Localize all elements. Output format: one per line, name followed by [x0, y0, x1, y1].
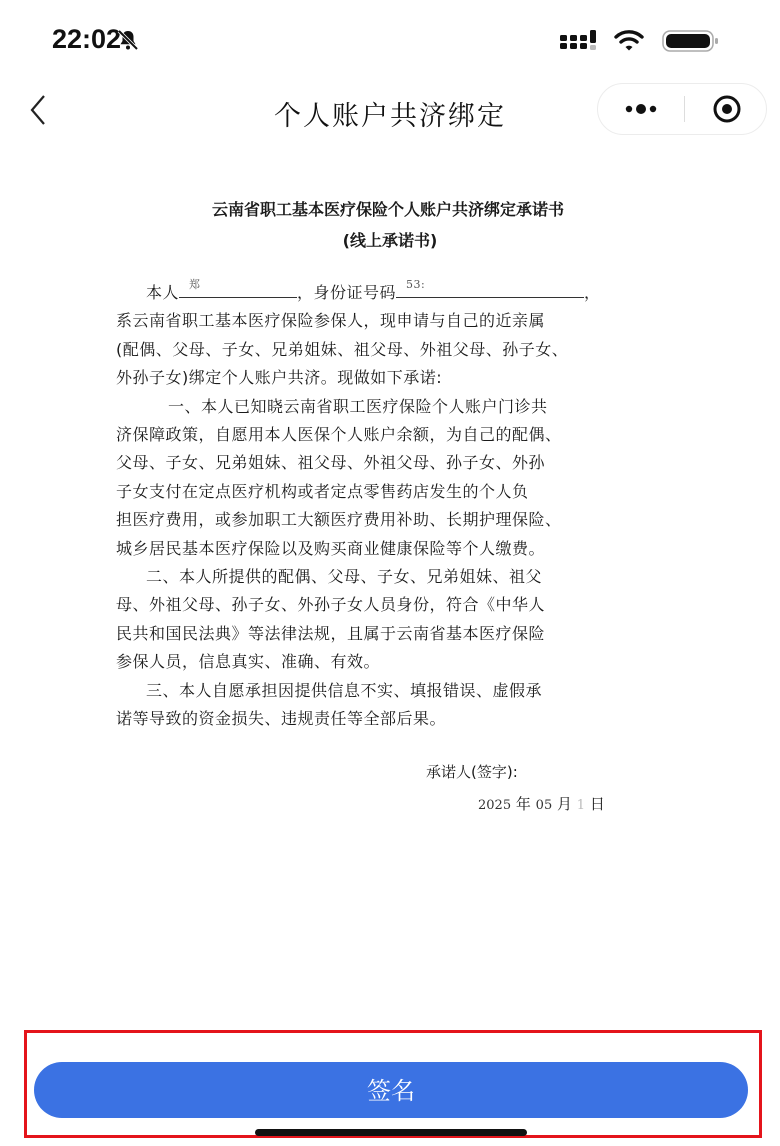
body-line: 系云南省职工基本医疗保险参保人，现申请与自己的近亲属: [116, 311, 546, 331]
signal-icon: [560, 30, 600, 52]
name-value: 郑: [189, 278, 201, 291]
date-year-unit: 年: [515, 794, 531, 813]
date-day: 1: [576, 797, 586, 813]
close-button[interactable]: [685, 84, 765, 134]
signature-label: 承诺人(签字):: [426, 762, 518, 781]
date-year: 2025: [478, 797, 512, 813]
body-line: 父母、子女、兄弟姐妹、祖父母、外祖父母、孙子女、外孙: [116, 453, 546, 473]
mini-program-capsule: [597, 83, 767, 135]
body-line: (配偶、父母、子女、兄弟姐妹、祖父母、外祖父母、孙子女、: [116, 339, 569, 359]
body-line: 母、外祖父母、孙子女、外孙子女人员身份，符合《中华人: [116, 595, 546, 615]
body-line: 担医疗费用，或参加职工大额医疗费用补助、长期护理保险、: [116, 510, 562, 530]
wifi-icon: [614, 29, 644, 53]
body-line: 参保人员，信息真实、准确、有效。: [116, 652, 381, 672]
body-line: 民共和国民法典》等法律法规，且属于云南省基本医疗保险: [116, 623, 546, 643]
clause-1-line: 一、本人已知晓云南省职工医疗保险个人账户门诊共: [168, 396, 548, 416]
battery-icon: [662, 30, 720, 52]
body-line: 诺等导致的资金损失、违规责任等全部后果。: [116, 709, 447, 729]
intro-suffix: ，: [584, 283, 601, 302]
body-line: 济保障政策，自愿用本人医保个人账户余额，为自己的配偶、: [116, 425, 562, 445]
document-title: 云南省职工基本医疗保险个人账户共济绑定承诺书: [211, 200, 564, 219]
sign-button[interactable]: 签名: [34, 1062, 748, 1118]
more-button[interactable]: [598, 84, 684, 134]
bell-slash-icon: [116, 28, 140, 52]
status-time: 22:02: [52, 24, 122, 54]
signature-block: [116, 756, 664, 822]
page-title: 个人账户共济绑定: [274, 101, 506, 132]
body-line: 外孙子女)绑定个人账户共济。现做如下承诺:: [116, 368, 443, 388]
intro-line: [116, 277, 664, 307]
body-line: 城乡居民基本医疗保险以及购买商业健康保险等个人缴费。: [116, 538, 546, 558]
nav-bar: [0, 80, 780, 140]
pledge-document: [116, 196, 664, 822]
status-bar: [0, 0, 780, 80]
body-line: 子女支付在定点医疗机构或者定点零售药店发生的个人负: [116, 481, 529, 501]
target-circle-icon: [685, 84, 765, 134]
signature-date: [116, 788, 664, 822]
name-field: [179, 277, 297, 298]
intro-prefix: 本人: [146, 283, 180, 302]
clause-3-line: 三、本人自愿承担因提供信息不实、填报错误、虚假承: [146, 680, 543, 700]
clause-2-line: 二、本人所提供的配偶、父母、子女、兄弟姐妹、祖父: [146, 567, 543, 587]
date-month: 05: [535, 797, 553, 813]
id-number-value: 53:: [406, 278, 426, 291]
more-dots-icon: [598, 84, 684, 134]
intro-mid: ，身份证号码: [297, 283, 397, 302]
document-subtitle: (线上承诺书): [342, 231, 438, 250]
document-body: [116, 277, 664, 734]
home-indicator: [255, 1129, 527, 1136]
date-day-unit: 日: [589, 794, 605, 813]
id-number-field: [396, 277, 584, 298]
date-month-unit: 月: [557, 794, 573, 813]
